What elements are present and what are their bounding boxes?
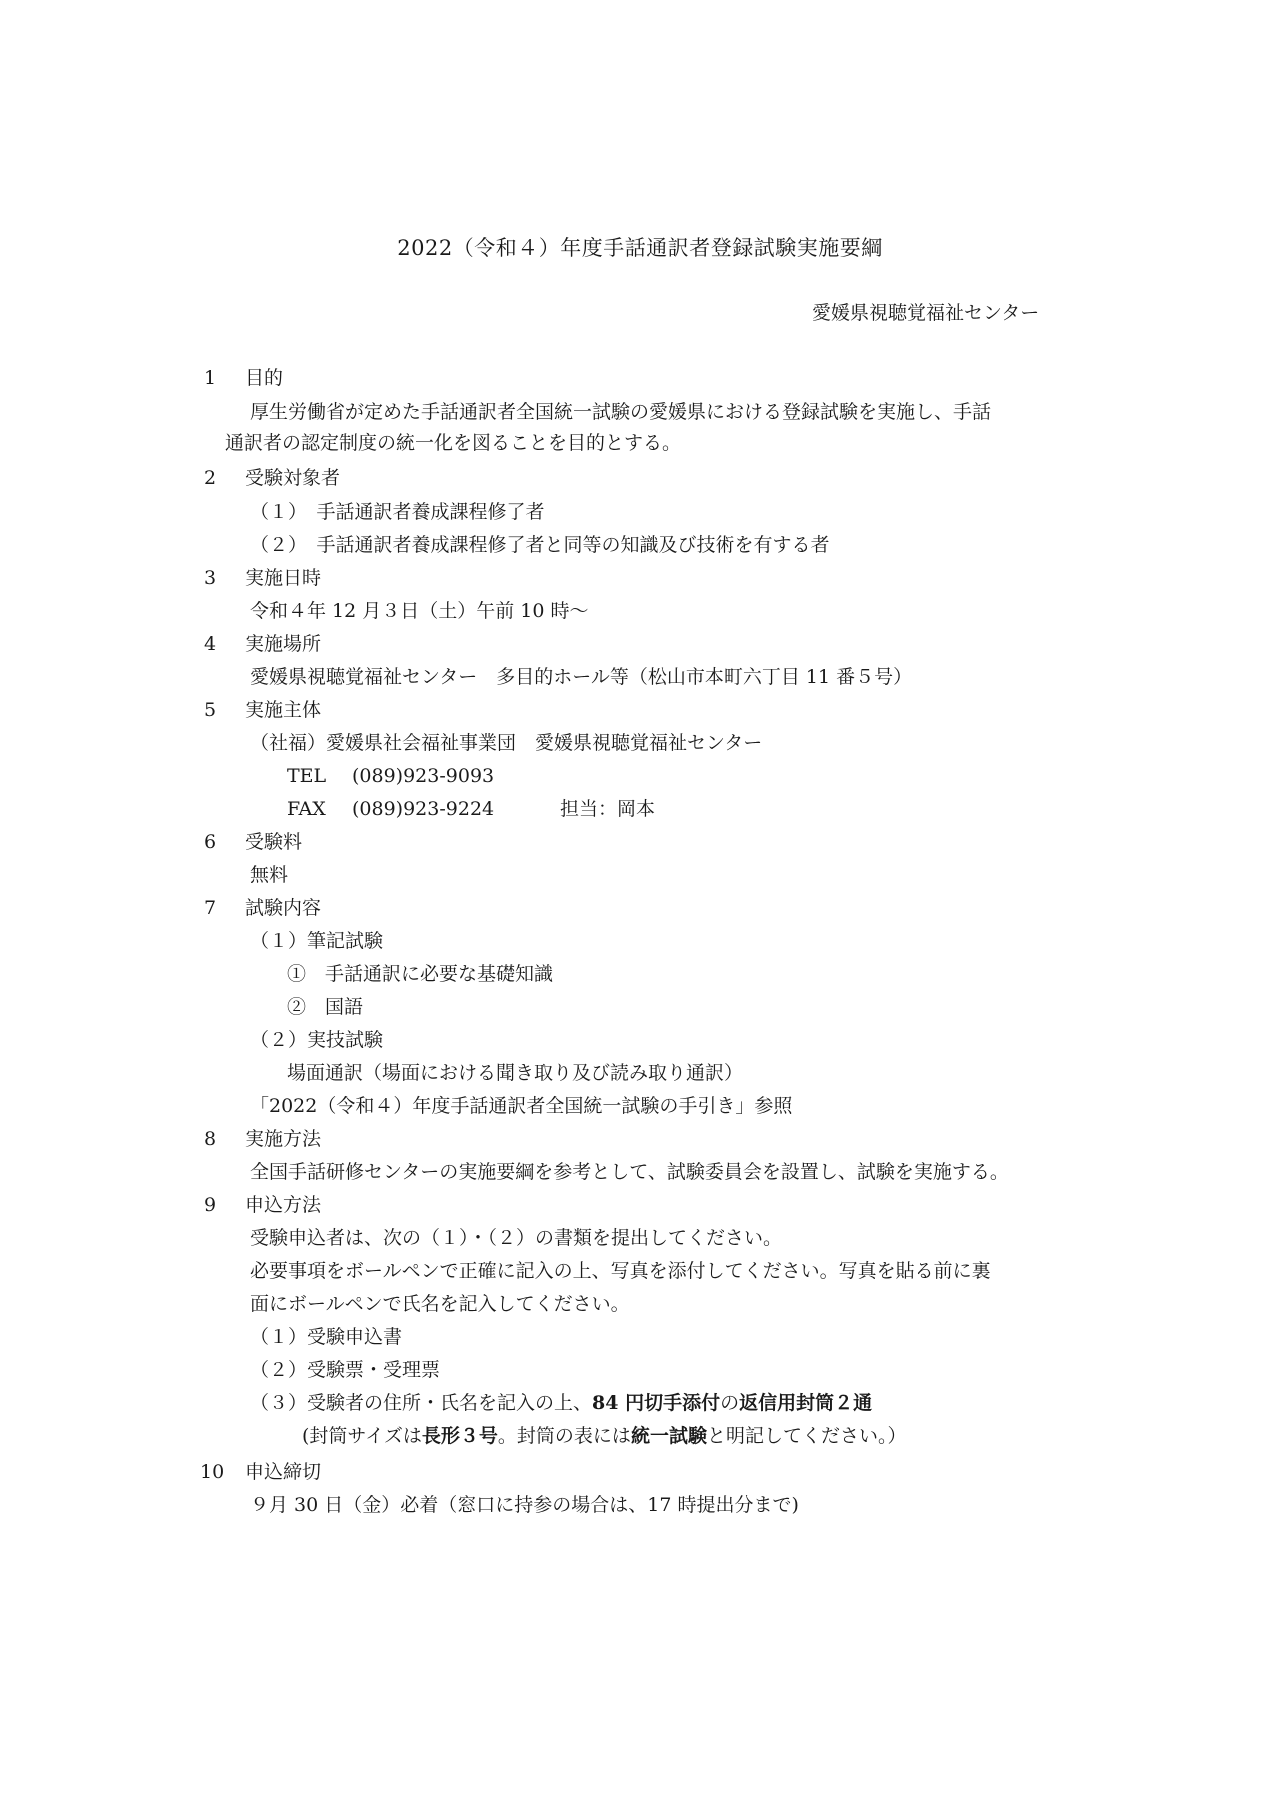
section-number: 9 [204,1194,217,1216]
application-document [250,1391,872,1415]
note-text: (封筒サイズは [302,1425,422,1447]
note-text: と明記してください。） [706,1425,907,1447]
application-line: 必要事項をボールペンで正確に記入の上、写真を添付してください。写真を貼る前に裏 [250,1260,991,1282]
fax-label: FAX [287,798,326,820]
envelope-size: 長形３号 [421,1425,498,1447]
eligibility-item: （１） 手話通訳者養成課程修了者 [250,501,545,523]
section-heading: 申込方法 [245,1194,322,1216]
tel-number: (089)923-9093 [352,765,495,787]
section-heading: 受験対象者 [245,467,341,489]
application-line: 面にボールペンで氏名を記入してください。 [250,1293,630,1315]
section-number: 2 [204,467,217,489]
document-title: 2022（令和４）年度手話通訳者登録試験実施要綱 [397,236,883,260]
purpose-line: 通訳者の認定制度の統一化を図ることを目的とする。 [225,432,682,454]
section-number: 10 [200,1461,225,1483]
eligibility-item: （２） 手話通訳者養成課程修了者と同等の知識及び技術を有する者 [250,534,830,556]
application-deadline: ９月 30 日（金）必着（窓口に持参の場合は、17 時提出分まで) [250,1494,799,1516]
exam-venue: 愛媛県視聴覚福祉センター 多目的ホール等（松山市本町六丁目 11 番５号） [250,666,913,688]
envelope-note [302,1424,906,1448]
section-heading: 実施日時 [245,567,322,589]
written-exam-item: ① 手話通訳に必要な基礎知識 [287,963,554,985]
note-text: 。封筒の表には [497,1425,631,1447]
practical-exam-heading: （２）実技試験 [250,1029,384,1051]
organizer-name: （社福）愛媛県社会福祉事業団 愛媛県視聴覚福祉センター [250,732,763,754]
doc3-text: の [720,1392,740,1414]
section-number: 3 [204,567,217,589]
section-heading: 申込締切 [245,1461,322,1483]
exam-reference: 「2022（令和４）年度手話通訳者全国統一試験の手引き」参照 [250,1095,793,1117]
tel-label: TEL [287,765,327,787]
section-number: 6 [204,831,217,853]
doc3-text: （３）受験者の住所・氏名を記入の上、 [250,1392,593,1414]
exam-datetime: 令和４年 12 月３日（土）午前 10 時～ [250,600,589,622]
return-envelope: 返信用封筒２通 [739,1392,873,1414]
exam-fee: 無料 [250,864,289,886]
application-line: 受験申込者は、次の（１）・（２）の書類を提出してください。 [250,1227,783,1249]
fax-number: (089)923-9224 [352,798,495,820]
section-heading: 受験料 [245,831,303,853]
written-exam-item: ② 国語 [287,996,364,1018]
practical-exam-item: 場面通訳（場面における聞き取り及び読み取り通訳） [287,1062,744,1084]
envelope-marking: 統一試験 [630,1425,707,1447]
section-number: 7 [204,897,217,919]
section-heading: 試験内容 [245,897,322,919]
stamp-value: 84 円切手添付 [592,1392,721,1414]
section-number: 5 [204,699,217,721]
section-heading: 実施主体 [245,699,322,721]
section-heading: 実施方法 [245,1128,322,1150]
section-heading: 目的 [245,367,284,389]
written-exam-heading: （１）筆記試験 [250,930,384,952]
section-number: 1 [204,367,217,389]
contact-person: 担当：岡本 [560,798,656,820]
section-heading: 実施場所 [245,633,322,655]
section-number: 8 [204,1128,217,1150]
issuing-organization: 愛媛県視聴覚福祉センター [812,302,1040,324]
application-document: （２）受験票・受理票 [250,1359,441,1381]
application-document: （１）受験申込書 [250,1326,403,1348]
purpose-line: 厚生労働省が定めた手話通訳者全国統一試験の愛媛県における登録試験を実施し、手話 [250,401,992,423]
exam-method: 全国手話研修センターの実施要綱を参考として、試験委員会を設置し、試験を実施する。 [250,1161,1009,1183]
section-number: 4 [204,633,217,655]
